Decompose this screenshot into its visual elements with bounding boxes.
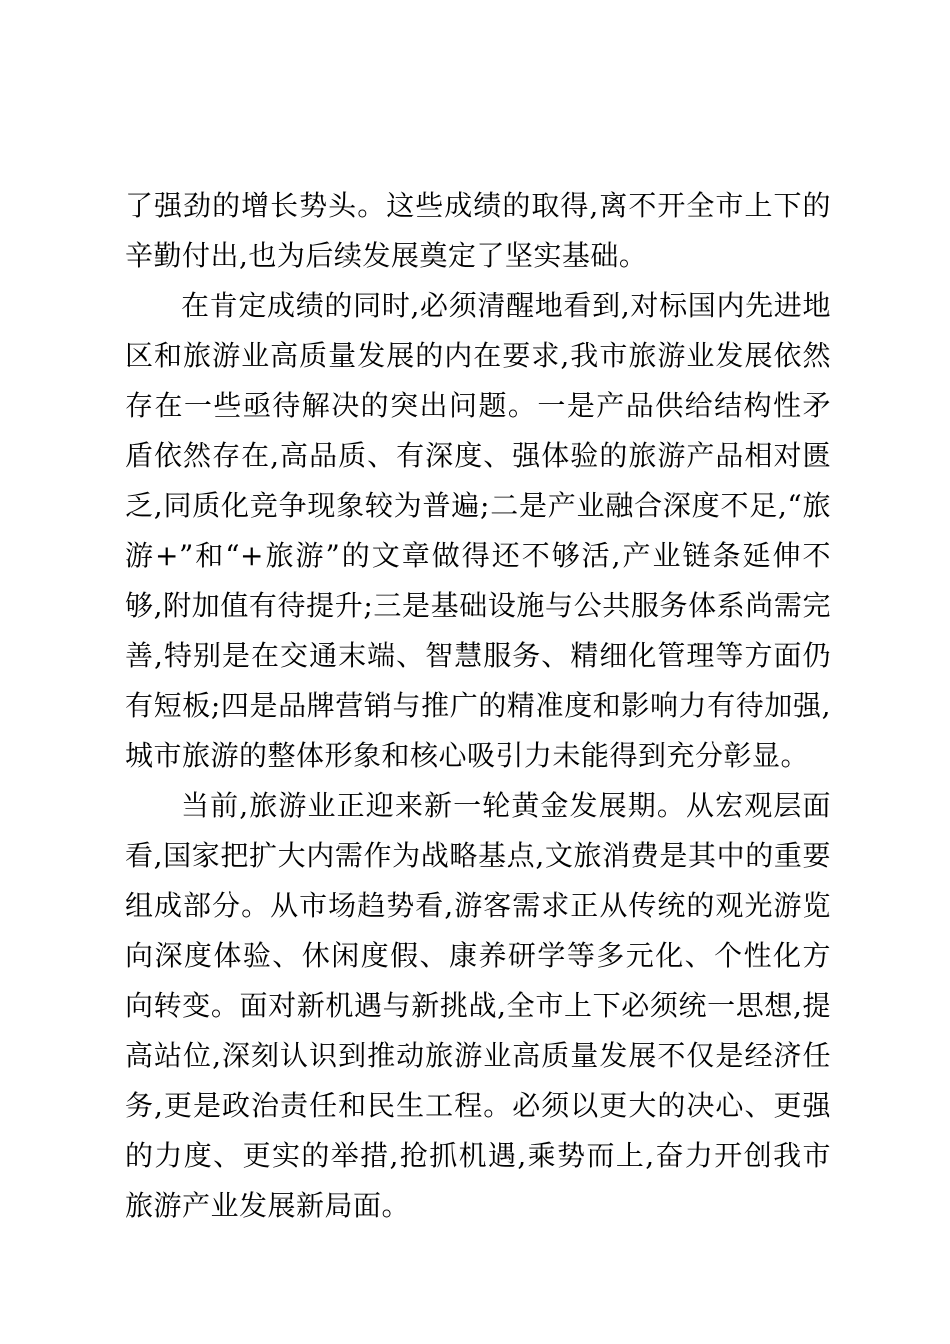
paragraph-problems: 在肯定成绩的同时,必须清醒地看到,对标国内先进地区和旅游业高质量发展的内在要求,我市旅游业发展依然存在一些亟待解决的突出问题。一是产品供给结构性矛盾依然存在,高品质、有深度、强体验的旅游产品相对匮乏,同质化竞争现象较为普遍;二是产业融合深度不足,“旅游+”和“+旅游”的文章做得还不够活,产业链条延伸不够,附加值有待提升;三是基础设施与公共服务体系尚需完善,特别是在交通末端、智慧服务、精细化管理等方面仍有短板;四是品牌营销与推广的精准度和影响力有待加强,城市旅游的整体形象和核心吸引力未能得到充分彰显。 bbox=[125, 289, 831, 772]
paragraph-opportunities: 当前,旅游业正迎来新一轮黄金发展期。从宏观层面看,国家把扩大内需作为战略基点,文旅消费是其中的重要组成部分。从市场趋势看,游客需求正从传统的观光游览向深度体验、休闲度假、康养研学等多元化、个性化方向转变。面对新机遇与新挑战,全市上下必须统一思想,提高站位,深刻认识到推动旅游业高质量发展不仅是经济任务,更是政治责任和民生工程。必须以更大的决心、更强的力度、更实的举措,抢抓机遇,乘势而上,奋力开创我市旅游产业发展新局面。 bbox=[125, 789, 831, 1222]
paragraph-continuation: 了强劲的增长势头。这些成绩的取得,离不开全市上下的辛勤付出,也为后续发展奠定了坚实基础。 bbox=[125, 189, 831, 272]
document-text-body bbox=[125, 181, 831, 1231]
